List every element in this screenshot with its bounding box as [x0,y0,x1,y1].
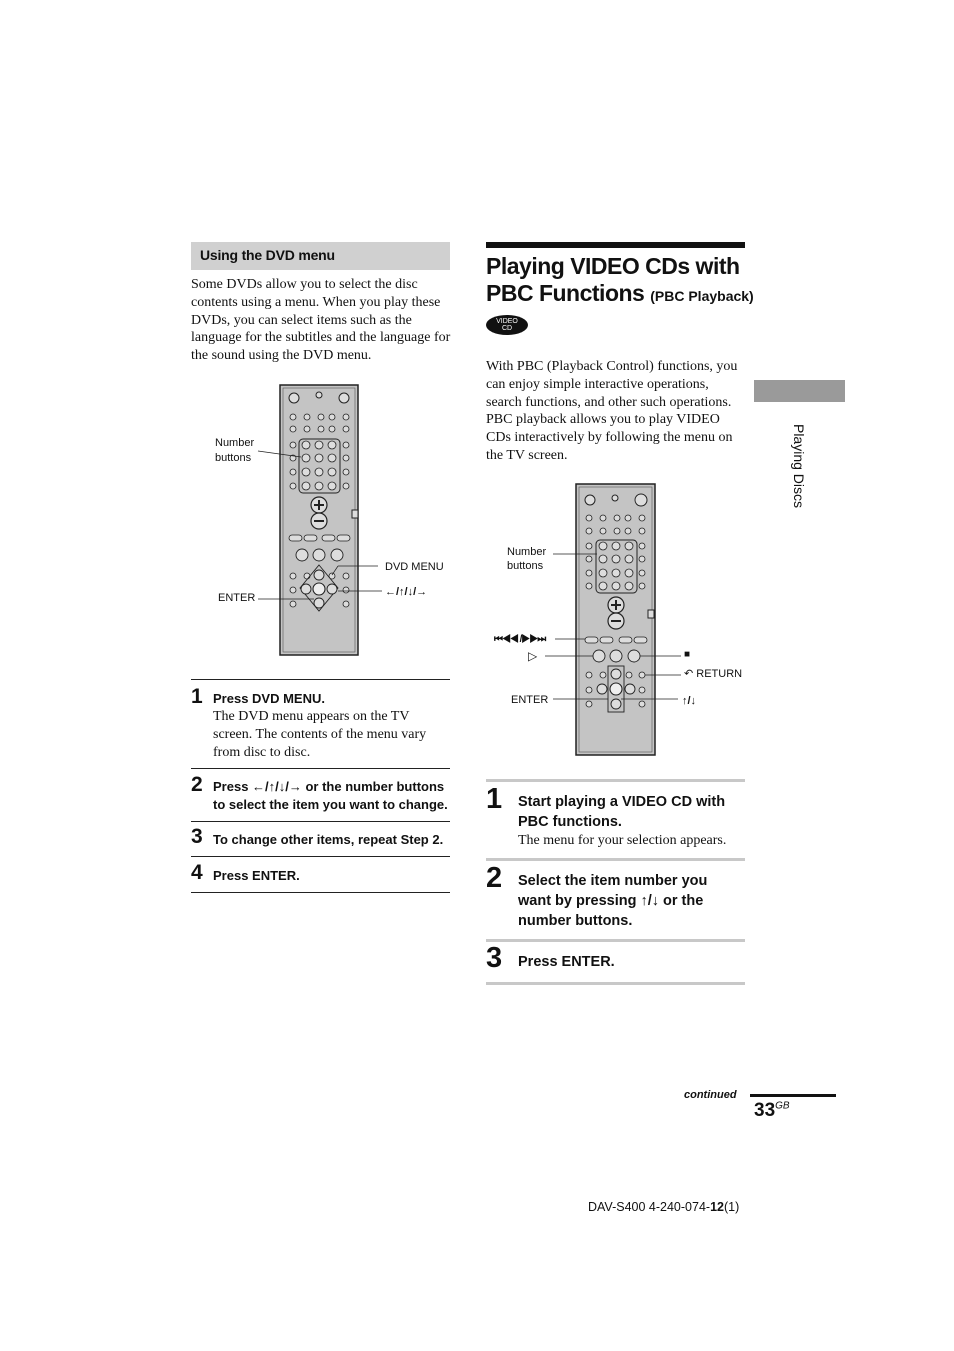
return-icon: ↶ [684,668,694,680]
title-subtitle: (PBC Playback) [650,288,754,304]
step-title: Press ENTER. [213,868,300,883]
section-header [191,242,450,270]
remote-diagram-dvd-menu [210,383,460,658]
step-divider [191,856,450,857]
model-bold: 12 [710,1200,724,1214]
step-divider [486,858,745,861]
badge-line-1: VIDEO [496,318,518,325]
page-suffix: GB [775,1100,790,1112]
label-number: Number [215,437,255,449]
step-title: Press ←/↑/↓/→ or the number buttons to select the item you want to change. [213,779,448,812]
label-enter: ENTER [511,694,549,706]
left-intro: Some DVDs allow you to select the disc contents using a menu. When you play these DVDs, you can select items such as the language for the subtitles and the language for the sound using the DVD menu. [191,277,451,364]
section-title: Using the DVD menu [200,247,335,263]
model-number [588,1200,739,1214]
label-buttons: buttons [215,452,252,464]
label-skip: ⏮◀◀ /▶▶⏭ [494,634,546,645]
video-cd-badge [486,315,528,335]
step-title: Press DVD MENU. [213,691,325,706]
label-enter: ENTER [218,592,256,604]
step-divider [191,679,450,680]
badge-line-2: CD [501,325,513,332]
label-updown: ↑/↓ [682,695,697,707]
step-divider [486,982,745,985]
step-divider [191,768,450,769]
step-number: 3 [191,825,203,848]
side-tab [754,380,845,402]
step-title: Press ENTER. [518,954,615,970]
continued-rule [750,1094,836,1097]
title-line-1: Playing VIDEO CDs with [486,253,740,279]
step-divider [191,821,450,822]
label-number: Number [507,546,547,558]
side-tab-label: Playing Discs [791,423,807,509]
step-divider [486,779,745,782]
step-number: 3 [486,942,503,974]
step-title: To change other items, repeat Step 2. [213,832,444,847]
step-number: 2 [486,862,503,894]
label-dvd-menu: DVD MENU [385,561,444,573]
step-title: Select the item number you want by pressing ↑/↓ or the number buttons. [518,873,708,929]
right-intro: With PBC (Playback Control) functions, you can enjoy simple interactive operations, search functions, and other such operations. PBC playback allows you to play VIDEO CDs interactively by following the menu on the TV screen. [486,359,738,463]
step-description: The menu for your selection appears. [518,833,727,848]
step-number: 1 [486,783,503,815]
continued-label: continued [684,1089,737,1101]
label-play: ▷ [528,649,538,663]
page-title [486,253,786,310]
step-divider [191,892,450,893]
label-arrows: ←/↑/↓/→ [385,586,428,598]
title-bar [486,242,745,248]
step-description: The DVD menu appears on the TV screen. The contents of the menu vary from disc to disc. [213,709,427,760]
step-number: 4 [191,861,203,884]
step-number: 2 [191,773,203,796]
model-end: (1) [723,1200,740,1214]
label-buttons: buttons [507,560,544,572]
step-number: 1 [191,685,203,708]
model-prefix: DAV-S400 4-240-074- [588,1200,711,1214]
step-divider [486,939,745,942]
page-number [754,1100,790,1122]
remote-diagram-pbc [495,482,755,758]
label-return-text: RETURN [696,668,743,680]
page-number-value: 33 [754,1100,776,1121]
label-return [684,667,742,681]
label-stop: ■ [684,649,691,660]
title-line-2: PBC Functions [486,280,645,306]
step-title: Start playing a VIDEO CD with PBC functions. [518,794,726,830]
